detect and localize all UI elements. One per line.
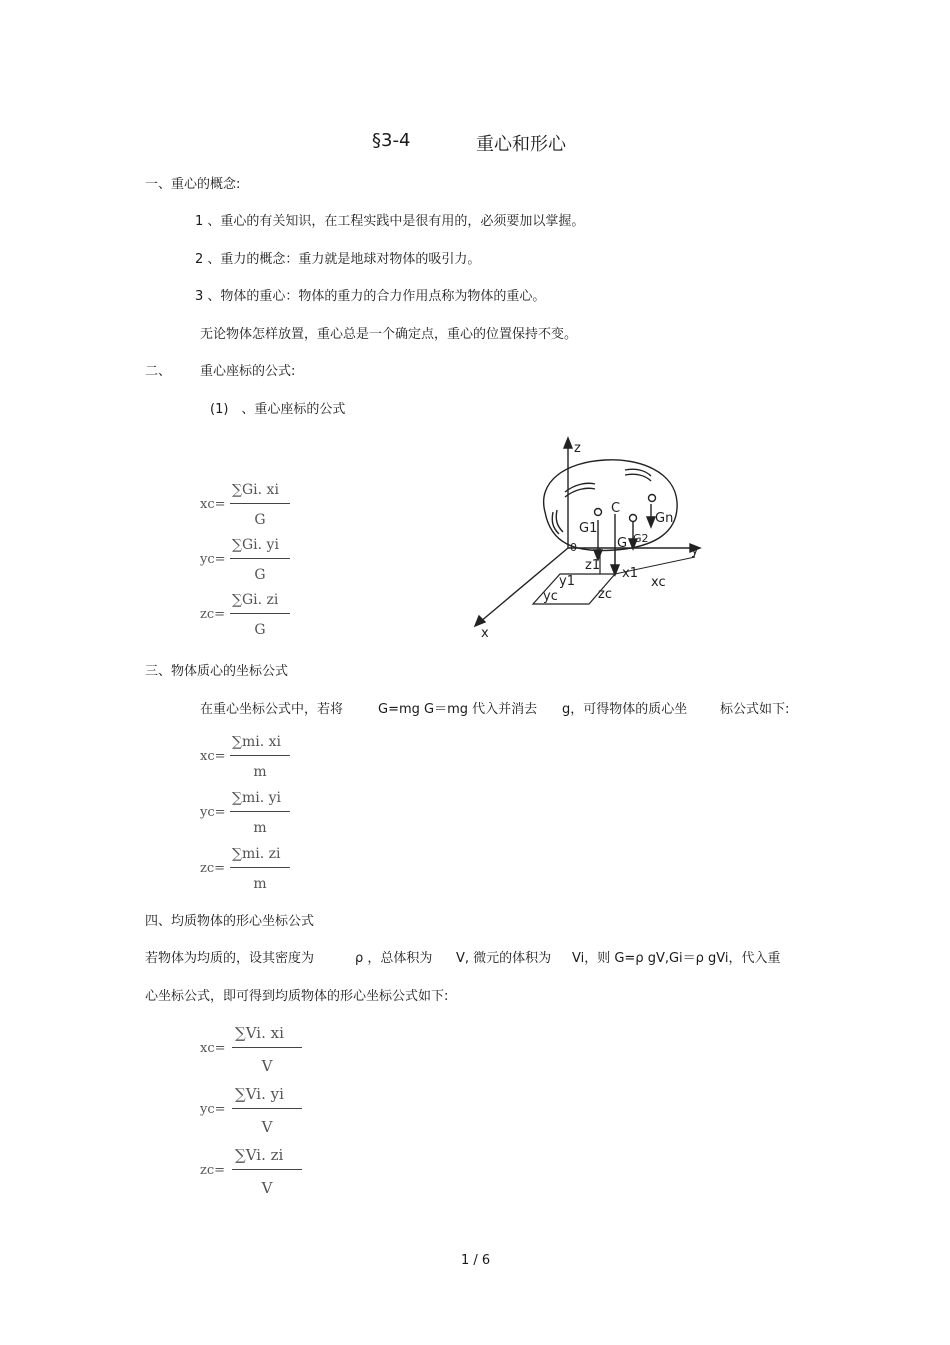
formula-lhs: zc= [200, 861, 226, 876]
label-zc: zc [598, 587, 612, 602]
formula-denominator: V [261, 1057, 273, 1075]
fraction-bar [230, 755, 290, 756]
formula-denominator: m [253, 876, 267, 892]
fraction-bar [232, 1169, 302, 1170]
hatch [625, 474, 651, 481]
section4-line1-d: Vi，则 G=ρ gV,Gi＝ρ gVi，代入重 [572, 951, 781, 966]
label-g: G [617, 536, 628, 551]
fraction-bar [230, 811, 290, 812]
fraction-bar [230, 867, 290, 868]
section1-item3: 3 、物体的重心：物体的重力的合力作用点称为物体的重心。 [195, 289, 546, 304]
formula-denominator: G [254, 567, 266, 583]
section2-subheading: (1) 、重心座标的公式 [210, 402, 346, 417]
formula-numerator: ∑mi. yi [232, 790, 282, 806]
formula-lhs: yc= [200, 805, 226, 820]
formula-denominator: m [253, 820, 267, 836]
title-text: 重心和形心 [476, 134, 566, 155]
fraction-bar [230, 503, 290, 504]
section1-note: 无论物体怎样放置，重心总是一个确定点，重心的位置保持不变。 [200, 327, 578, 342]
section3-text-c: g，可得物体的质心坐 [562, 702, 688, 717]
label-gn: Gn [655, 511, 674, 526]
label-z: z [574, 441, 581, 456]
page-number: 1 / 6 [461, 1253, 491, 1268]
formula-lhs: zc= [200, 1163, 226, 1178]
formula-denominator: V [261, 1118, 273, 1136]
formula-lhs: xc= [200, 1041, 226, 1056]
label-g2: G2 [633, 532, 649, 545]
formula-numerator: ∑Vi. yi [235, 1085, 284, 1103]
section3-text-b: G=mg G＝mg 代入并消去 [378, 702, 538, 717]
label-yc: yc [543, 589, 558, 604]
section2-heading: 重心座标的公式: [200, 364, 296, 379]
gn-arrowhead [647, 517, 655, 527]
section1-item2: 2 、重力的概念：重力就是地球对物体的吸引力。 [195, 252, 481, 267]
section4-heading: 四、均质物体的形心坐标公式 [145, 914, 315, 929]
formula-lhs: zc= [200, 607, 226, 622]
section4-line2: 心坐标公式，即可得到均质物体的形心坐标公式如下: [145, 989, 449, 1004]
x-axis [480, 548, 568, 622]
hatch [556, 510, 563, 532]
x-axis-arrow [475, 616, 485, 626]
formula-numerator: ∑mi. xi [232, 734, 282, 750]
formula-lhs: yc= [200, 1102, 226, 1117]
formula-denominator: V [261, 1179, 273, 1197]
section1-item1: 1 、重心的有关知识，在工程实践中是很有用的，必须要加以掌握。 [195, 214, 585, 229]
formula-numerator: ∑Vi. zi [235, 1146, 284, 1164]
formula-lhs: xc= [200, 497, 226, 512]
formula-numerator: ∑Vi. xi [235, 1024, 284, 1042]
section3-text-d: 标公式如下: [720, 702, 790, 717]
formula-numerator: ∑Gi. xi [232, 482, 279, 498]
section1-heading: 一、重心的概念: [145, 177, 241, 192]
label-y: y [691, 543, 699, 558]
label-g1: G1 [579, 521, 598, 536]
section2-heading-number: 二、 [145, 364, 172, 379]
fraction-bar [232, 1108, 302, 1109]
fraction-bar [232, 1047, 302, 1048]
center-of-gravity-figure [465, 432, 715, 642]
label-origin: 0 [570, 541, 577, 554]
section4-line1-a: 若物体为均质的，设其密度为 [145, 951, 315, 966]
section4-line1-c: V, 微元的体积为 [456, 951, 552, 966]
label-xc: xc [651, 575, 666, 590]
element-n [649, 495, 656, 502]
formula-denominator: G [254, 622, 266, 638]
fraction-bar [230, 558, 290, 559]
formula-denominator: m [253, 764, 267, 780]
section4-line1-b: ρ ，总体积为 [355, 951, 433, 966]
formula-lhs: yc= [200, 552, 226, 567]
label-x: x [481, 626, 489, 641]
z-axis-arrow [564, 438, 572, 448]
element-1 [595, 509, 602, 516]
label-x1: x1 [622, 566, 638, 581]
element-2 [630, 515, 637, 522]
label-c: C [611, 501, 621, 516]
formula-numerator: ∑mi. zi [232, 846, 281, 862]
section3-heading: 三、物体质心的坐标公式 [145, 664, 289, 679]
section3-text-a: 在重心坐标公式中，若将 [200, 702, 344, 717]
formula-numerator: ∑Gi. zi [232, 592, 279, 608]
formula-denominator: G [254, 512, 266, 528]
label-z1: z1 [585, 558, 601, 573]
fraction-bar [230, 613, 290, 614]
formula-lhs: xc= [200, 749, 226, 764]
title-section-number: §3-4 [372, 130, 411, 151]
label-y1: y1 [559, 574, 575, 589]
formula-numerator: ∑Gi. yi [232, 537, 279, 553]
